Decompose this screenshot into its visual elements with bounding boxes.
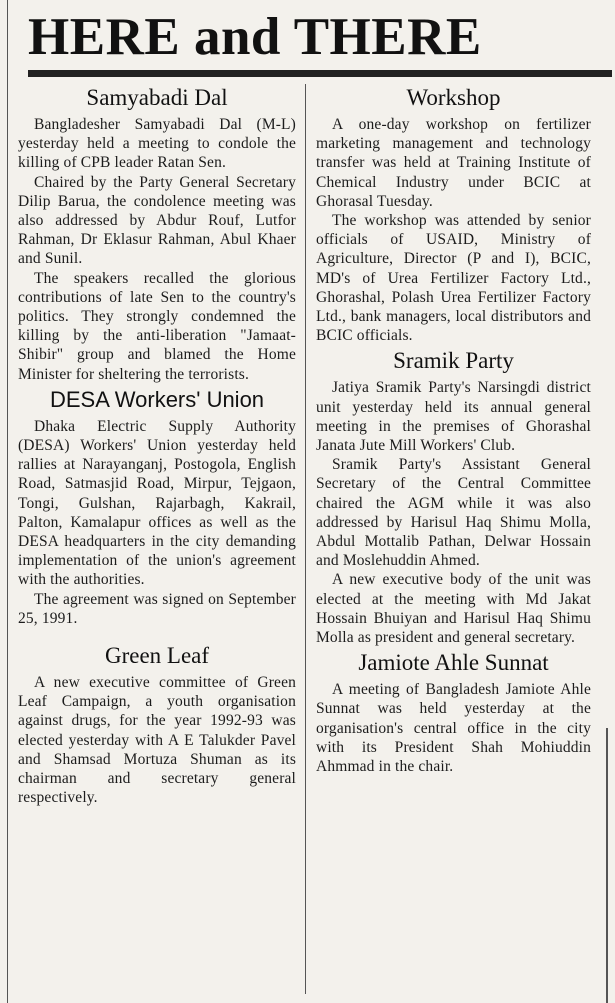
article-paragraph: A meeting of Bangladesh Jamiote Ahle Sunnat was held yesterday at the organisation's central office in the city with its President Shah Mohiuddin Ahmmad in the chair.: [316, 681, 591, 776]
article-headline: Workshop: [406, 85, 501, 110]
article-paragraph: Bangladesher Samyabadi Dal (M-L) yesterday held a meeting to condole the killing of CPB leader Ratan Sen.: [18, 116, 296, 172]
article-headline: Green Leaf: [104, 643, 210, 669]
article-paragraph: A new executive committee of Green Leaf Campaign, a youth organisation against drugs, for the year 1992-93 was elected yesterday with A E Talukder Pavel and Shamsad Mortuza Shuman as its chairman and secretary general respectively.: [18, 674, 296, 807]
section-title: HERE and THERE: [28, 8, 482, 66]
article-samyabadi-dal: [18, 84, 296, 384]
column-divider: [305, 84, 306, 994]
article-jamiote-ahle-sunnat: [316, 649, 591, 776]
article-paragraph: A one-day workshop on fertilizer marketing management and technology transfer was held at Training Institute of Chemical Industry under BCIC at Ghorasal Tuesday.: [316, 116, 591, 210]
article-paragraph: The speakers recalled the glorious contributions of late Sen to the country's politics. They strongly condemned the killing by the anti-liberation "Jamaat-Shibir" group and blamed the Home Minister for sheltering the terrorists.: [18, 269, 296, 383]
article-headline: Sramik Party: [393, 348, 514, 374]
article-desa-workers-union: [18, 386, 296, 628]
article-paragraph: Chaired by the Party General Secretary Dilip Barua, the condolence meeting was also addressed by Abdur Rouf, Lutfor Rahman, Dr Eklasur Rahman, Abul Khaer and Sunil.: [18, 173, 296, 268]
page-border-left: [7, 0, 8, 1003]
masthead: [28, 8, 612, 78]
article-paragraph: Sramik Party's Assistant General Secretary of the Central Committee chaired the AGM while it was also addressed by Harisul Haq Shimu Molla, Abdul Mottalib Pathan, Delwar Hossain and Moslehuddin Ahmed.: [316, 456, 591, 570]
article-workshop: [316, 84, 591, 345]
article-green-leaf: [18, 642, 296, 807]
article-headline: DESA Workers' Union: [49, 386, 265, 412]
masthead-rule: [28, 70, 612, 77]
article-paragraph: The agreement was signed on September 25, 1991.: [18, 590, 296, 627]
article-headline: Samyabadi Dal: [86, 85, 228, 110]
article-headline: Jamiote Ahle Sunnat: [358, 650, 549, 676]
article-sramik-party: [316, 347, 591, 647]
left-column: [18, 84, 296, 810]
right-column: [316, 84, 591, 778]
page-border-right: [606, 728, 608, 1003]
article-paragraph: Dhaka Electric Supply Authority (DESA) Workers' Union yesterday held rallies at Narayanganj, Postogola, English Road, Satmasjid Road, Mirpur, Tejgaon, Tongi, Gulshan, Rajarbagh, Kakrail, Palton, Kamalapur offices as well as the DESA headquarters in the city demanding implementation of the union's agreement with the authorities.: [18, 417, 296, 589]
article-paragraph: Jatiya Sramik Party's Narsingdi district unit yesterday held its annual general meeting in the premises of Ghorashal Janata Jute Mill Workers' Club.: [316, 379, 591, 455]
article-paragraph: The workshop was attended by senior officials of USAID, Ministry of Agriculture, Director (P and I), BCIC, MD's of Urea Fertilizer Factory Ltd., Ghorashal, Polash Urea Fertilizer Factory Ltd., bank managers, local distributors and BCIC officials.: [316, 212, 591, 345]
article-paragraph: A new executive body of the unit was elected at the meeting with Md Jakat Hossain Bhuiyan and Harisul Haq Shimu Molla as president and general secretary.: [316, 571, 591, 647]
